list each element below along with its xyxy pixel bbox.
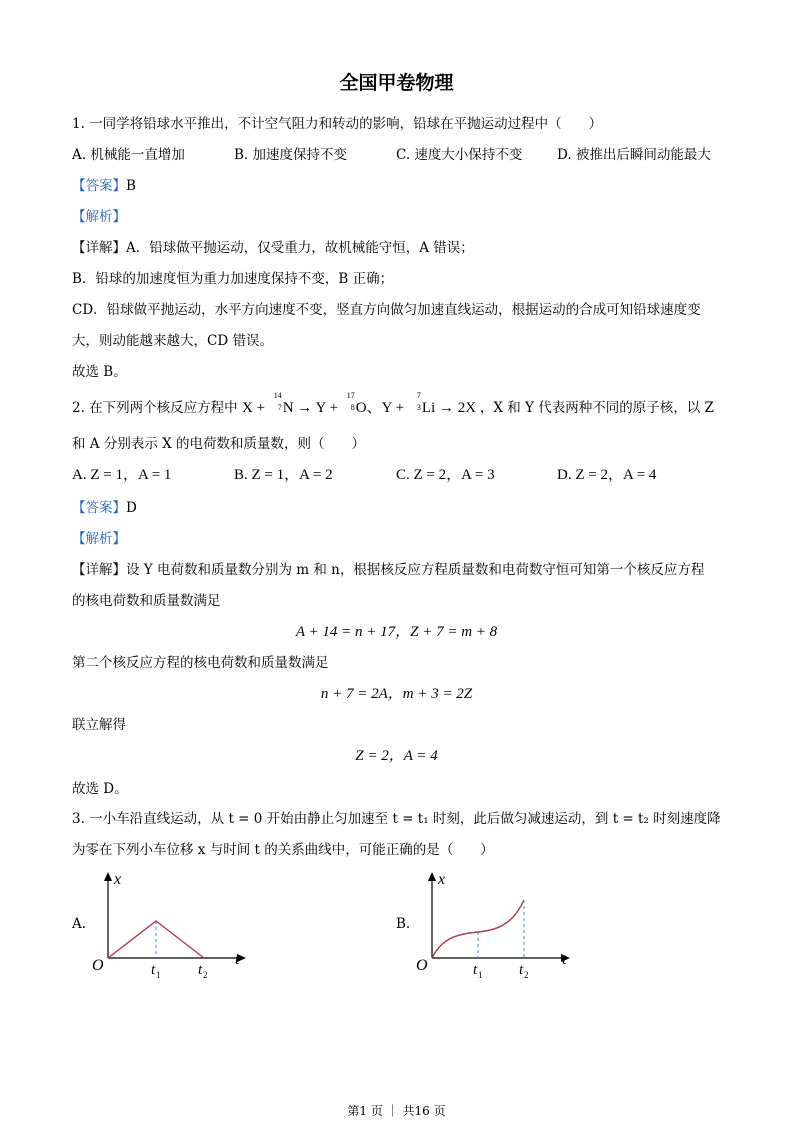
eq-part: X + xyxy=(241,400,266,416)
graph-b-label: B. xyxy=(396,916,411,932)
q2-mid-text: 第二个核反应方程的核电荷数和质量数满足 xyxy=(72,655,329,671)
position-curve xyxy=(432,900,524,958)
graph-a-label: A. xyxy=(72,916,87,932)
detail-text: 设 Y 电荷数和质量数分别为 m 和 n，根据核反应方程质量数和电荷数守恒可知第一个核反应方程 xyxy=(126,562,705,578)
nuclide-n xyxy=(269,391,283,414)
y-axis-label: x xyxy=(114,871,122,888)
q2-equation-3: Z = 2，A = 4 xyxy=(355,748,438,764)
t2-label: t xyxy=(519,962,524,978)
q2-detail-line xyxy=(72,558,704,578)
t2-label: t xyxy=(198,962,203,978)
x-axis-label: t xyxy=(235,951,240,968)
q1-option-b: B. 加速度保持不变 xyxy=(234,147,348,163)
t1-subscript: 1 xyxy=(156,970,161,980)
eq-part: → Y + xyxy=(297,400,339,416)
y-axis-arrow-icon xyxy=(104,872,112,881)
q1-detail-line xyxy=(72,236,474,256)
page-footer: 第1 页 ｜ 共16 页 xyxy=(347,1104,446,1118)
q2-option-d: D. Z = 2，A = 4 xyxy=(557,467,657,483)
separator: 、 xyxy=(366,400,382,416)
mass-number: 14 xyxy=(273,391,282,400)
y-axis-label: x xyxy=(438,871,446,888)
charge-number: 7 xyxy=(277,403,282,412)
eq-part: → 2X xyxy=(439,400,477,416)
nuclide-li xyxy=(408,391,422,414)
q2-stem-suffix: ，X 和 Y 代表两种不同的原子核，以 Z xyxy=(479,400,714,416)
q2-answer xyxy=(72,496,137,516)
q1-option-a: A. 机械能一直增加 xyxy=(72,147,185,163)
eq-part: Y + xyxy=(381,400,405,416)
q2-equation-1: A + 14 = n + 17，Z + 7 = m + 8 xyxy=(295,624,498,640)
answer-value: D xyxy=(126,500,137,516)
q2-detail-line: 的核电荷数和质量数满足 xyxy=(72,593,221,609)
x-axis-label: t xyxy=(562,951,567,968)
q1-answer xyxy=(72,174,136,194)
nuclide-o xyxy=(342,391,356,414)
graph-b xyxy=(412,866,582,981)
q1-conclusion: 故选 B。 xyxy=(72,364,127,380)
mass-number: 7 xyxy=(416,391,421,400)
q1-stem: 1. 一同学将铅球水平推出，不计空气阻力和转动的影响，铅球在平抛运动过程中（ ） xyxy=(72,116,603,132)
q2-conclusion: 故选 D。 xyxy=(72,781,128,797)
t1-subscript: 1 xyxy=(478,970,483,980)
symbol: Li xyxy=(421,400,436,416)
page-title: 全国甲卷物理 xyxy=(339,72,454,94)
q1-option-d: D. 被推出后瞬间动能最大 xyxy=(557,147,711,163)
q2-stem-line2: 和 A 分别表示 X 的电荷数和质量数，则（ ） xyxy=(72,436,366,452)
charge-number: 3 xyxy=(416,403,421,412)
t2-subscript: 2 xyxy=(203,970,208,980)
q2-equation-2: n + 7 = 2A，m + 3 = 2Z xyxy=(320,686,473,702)
mass-number: 17 xyxy=(346,391,355,400)
q3-stem-line2: 为零在下列小车位移 x 与时间 t 的关系曲线中，可能正确的是（ ） xyxy=(72,842,494,858)
detail-tag: 【详解】 xyxy=(72,562,126,578)
symbol: N xyxy=(282,400,294,416)
q1-analysis-tag: 【解析】 xyxy=(72,209,126,225)
answer-tag: 【答案】 xyxy=(72,500,126,516)
answer-tag: 【答案】 xyxy=(72,178,126,194)
q2-analysis-tag: 【解析】 xyxy=(72,531,126,547)
q2-option-a: A. Z = 1，A = 1 xyxy=(72,467,172,483)
charge-number: 8 xyxy=(350,403,355,412)
q2-stem xyxy=(72,391,714,417)
q2-mid-text: 联立解得 xyxy=(72,717,126,733)
t1-label: t xyxy=(151,962,156,978)
q2-stem-prefix: 2. 在下列两个核反应方程中 xyxy=(72,400,238,416)
detail-text: A．铅球做平抛运动，仅受重力，故机械能守恒，A 错误； xyxy=(126,240,474,256)
graph-a xyxy=(88,866,258,981)
q1-option-c: C. 速度大小保持不变 xyxy=(396,147,523,163)
t2-subscript: 2 xyxy=(524,970,529,980)
symbol: O xyxy=(355,400,367,416)
q3-stem-line1: 3. 一小车沿直线运动，从 t = 0 开始由静止匀加速至 t = t₁ 时刻，此后做匀减速运动，到 t = t₂ 时刻速度降 xyxy=(72,811,721,827)
q1-detail-line: CD．铅球做平抛运动，水平方向速度不变，竖直方向做匀加速直线运动，根据运动的合成可知铅球速度变 xyxy=(72,302,701,318)
t1-label: t xyxy=(473,962,478,978)
y-axis-arrow-icon xyxy=(428,872,436,881)
q2-option-b: B. Z = 1，A = 2 xyxy=(234,467,333,483)
q1-detail-line: B．铅球的加速度恒为重力加速度保持不变，B 正确； xyxy=(72,271,394,287)
reaction-equations xyxy=(241,391,480,416)
q2-option-c: C. Z = 2，A = 3 xyxy=(396,467,495,483)
answer-value: B xyxy=(126,178,136,194)
origin-label: O xyxy=(92,957,104,974)
origin-label: O xyxy=(416,957,428,974)
q1-detail-line: 大，则动能越来越大，CD 错误。 xyxy=(72,333,273,349)
detail-tag: 【详解】 xyxy=(72,240,126,256)
